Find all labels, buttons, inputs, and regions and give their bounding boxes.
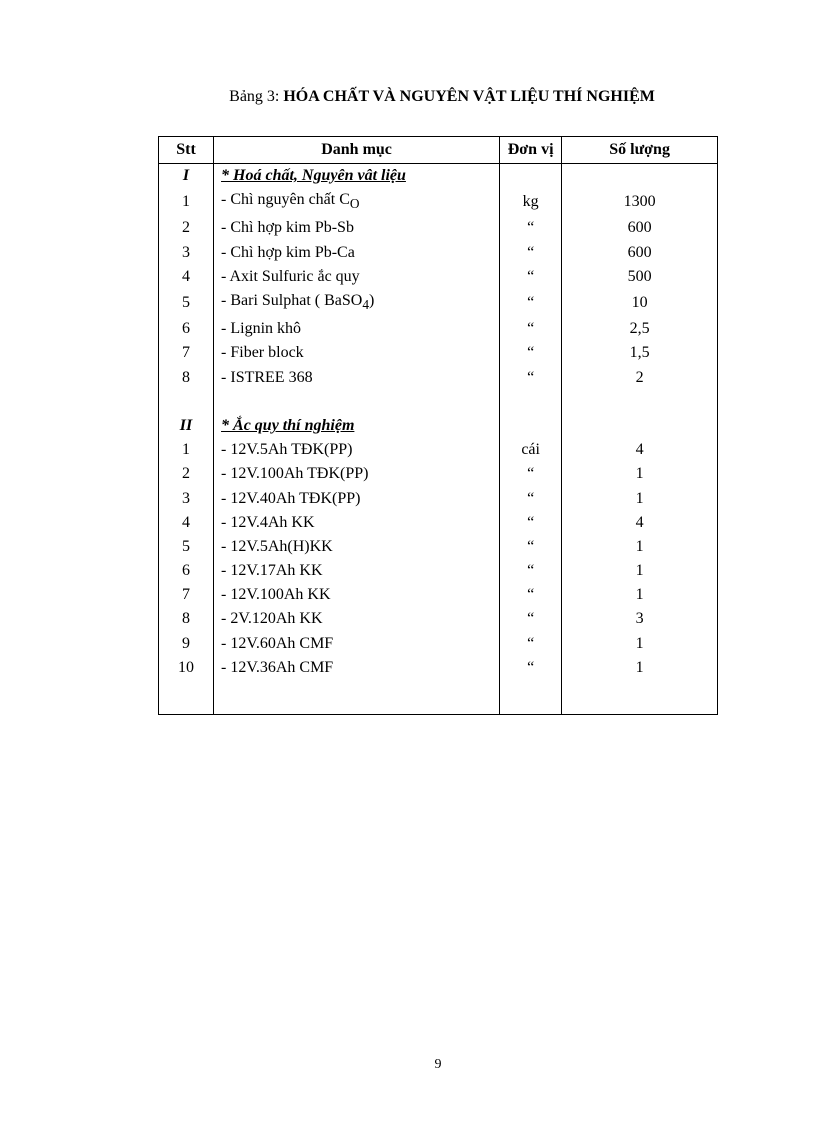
spacer-cell (159, 390, 214, 414)
row-qty: 1 (562, 583, 718, 607)
table-row (159, 632, 718, 656)
row-name-text: - Bari Sulphat ( BaSO (221, 291, 363, 309)
row-stt: 6 (159, 559, 214, 583)
table-row (159, 289, 718, 317)
row-stt: 7 (159, 583, 214, 607)
table-row (159, 366, 718, 390)
row-name (214, 265, 500, 289)
row-name-text: - 12V.4Ah KK (221, 513, 315, 531)
row-qty: 1300 (562, 188, 718, 216)
table-row (159, 583, 718, 607)
row-unit: “ (500, 289, 562, 317)
section-row (159, 164, 718, 189)
row-unit: “ (500, 486, 562, 510)
row-name-subscript: O (349, 196, 360, 212)
row-qty: 4 (562, 511, 718, 535)
row-stt: 10 (159, 656, 214, 680)
row-stt: 1 (159, 188, 214, 216)
table-row (159, 241, 718, 265)
padding-cell (214, 680, 500, 715)
row-stt: 1 (159, 438, 214, 462)
spacer-cell (562, 390, 718, 414)
row-unit: “ (500, 656, 562, 680)
row-name (214, 486, 500, 510)
row-name-text: - Axit Sulfuric ắc quy (221, 267, 360, 285)
row-stt: 9 (159, 632, 214, 656)
row-unit: “ (500, 317, 562, 341)
caption-title: HÓA CHẤT VÀ NGUYÊN VẬT LIỆU THÍ NGHIỆM (283, 88, 655, 105)
row-name (214, 511, 500, 535)
row-stt: 4 (159, 265, 214, 289)
row-name (214, 462, 500, 486)
row-unit: “ (500, 265, 562, 289)
row-name-text: - 12V.100Ah TĐK(PP) (221, 465, 369, 483)
table-row (159, 317, 718, 341)
row-stt: 4 (159, 511, 214, 535)
row-name (214, 583, 500, 607)
row-name-text: - Chì hợp kim Pb-Ca (221, 243, 355, 261)
table-row (159, 438, 718, 462)
row-unit: “ (500, 511, 562, 535)
header-unit: Đơn vị (500, 137, 562, 164)
row-unit: “ (500, 632, 562, 656)
row-unit: “ (500, 607, 562, 631)
row-name-subscript: 4 (362, 297, 370, 313)
row-qty: 600 (562, 216, 718, 240)
row-stt: 7 (159, 341, 214, 365)
row-name (214, 241, 500, 265)
table-row (159, 607, 718, 631)
row-qty: 500 (562, 265, 718, 289)
table-caption (34, 88, 816, 106)
table-row (159, 188, 718, 216)
section-unit (500, 414, 562, 438)
row-name (214, 317, 500, 341)
row-name (214, 438, 500, 462)
row-stt: 8 (159, 366, 214, 390)
row-qty: 1 (562, 462, 718, 486)
row-name-text: - Chì hợp kim Pb-Sb (221, 219, 354, 237)
row-qty: 3 (562, 607, 718, 631)
row-stt: 3 (159, 241, 214, 265)
table-row (159, 265, 718, 289)
row-name (214, 188, 500, 216)
caption-prefix: Bảng 3: (229, 88, 284, 105)
row-stt: 8 (159, 607, 214, 631)
row-unit: “ (500, 583, 562, 607)
section-title: * Hoá chất, Nguyên vât liệu (214, 164, 500, 189)
table-row (159, 511, 718, 535)
spacer-row (159, 390, 718, 414)
row-stt: 5 (159, 535, 214, 559)
row-name (214, 289, 500, 317)
table-header-row (159, 137, 718, 164)
row-qty: 10 (562, 289, 718, 317)
section-stt: II (159, 414, 214, 438)
table-body (159, 164, 718, 715)
bottom-padding-row (159, 680, 718, 715)
spacer-cell (500, 390, 562, 414)
header-qty: Số lượng (562, 137, 718, 164)
row-name-text: - Fiber block (221, 344, 304, 362)
section-qty (562, 164, 718, 189)
row-name (214, 216, 500, 240)
row-qty: 2,5 (562, 317, 718, 341)
row-unit: “ (500, 241, 562, 265)
row-name (214, 366, 500, 390)
row-name-text: - Chì nguyên chất C (221, 191, 350, 209)
row-stt: 2 (159, 462, 214, 486)
row-qty: 600 (562, 241, 718, 265)
row-name-text: - 12V.60Ah CMF (221, 634, 334, 652)
row-unit: “ (500, 535, 562, 559)
row-unit: “ (500, 559, 562, 583)
row-name-suffix: ) (369, 291, 375, 309)
row-qty: 1 (562, 559, 718, 583)
row-qty: 4 (562, 438, 718, 462)
materials-table (158, 136, 718, 715)
row-name-text: - 2V.120Ah KK (221, 610, 323, 628)
row-stt: 6 (159, 317, 214, 341)
header-stt: Stt (159, 137, 214, 164)
row-unit: kg (500, 188, 562, 216)
section-row (159, 414, 718, 438)
row-name-text: - 12V.100Ah KK (221, 586, 331, 604)
table-row (159, 656, 718, 680)
table-row (159, 535, 718, 559)
row-name (214, 607, 500, 631)
row-unit: “ (500, 462, 562, 486)
row-name-text: - ISTREE 368 (221, 368, 313, 386)
padding-cell (159, 680, 214, 715)
row-name-text: - 12V.40Ah TĐK(PP) (221, 489, 361, 507)
table-row (159, 341, 718, 365)
page-number: 9 (434, 1057, 442, 1072)
row-qty: 1 (562, 535, 718, 559)
row-name (214, 559, 500, 583)
row-name-text: - Lignin khô (221, 320, 302, 338)
section-stt: I (159, 164, 214, 189)
section-qty (562, 414, 718, 438)
row-stt: 5 (159, 289, 214, 317)
row-qty: 1 (562, 632, 718, 656)
row-unit: cái (500, 438, 562, 462)
header-name: Danh mục (214, 137, 500, 164)
row-qty: 1 (562, 486, 718, 510)
row-unit: “ (500, 216, 562, 240)
row-name (214, 535, 500, 559)
row-name (214, 341, 500, 365)
row-unit: “ (500, 341, 562, 365)
row-name-text: - 12V.17Ah KK (221, 562, 323, 580)
row-qty: 1 (562, 656, 718, 680)
table-row (159, 462, 718, 486)
row-stt: 3 (159, 486, 214, 510)
table-row (159, 559, 718, 583)
padding-cell (500, 680, 562, 715)
padding-cell (562, 680, 718, 715)
table-row (159, 216, 718, 240)
table-row (159, 486, 718, 510)
row-name (214, 656, 500, 680)
spacer-cell (214, 390, 500, 414)
section-unit (500, 164, 562, 189)
row-unit: “ (500, 366, 562, 390)
row-qty: 2 (562, 366, 718, 390)
row-name-text: - 12V.5Ah TĐK(PP) (221, 441, 353, 459)
row-name-text: - 12V.5Ah(H)KK (221, 537, 333, 555)
section-title: * Ắc quy thí nghiệm (214, 414, 500, 438)
row-stt: 2 (159, 216, 214, 240)
row-name (214, 632, 500, 656)
row-qty: 1,5 (562, 341, 718, 365)
row-name-text: - 12V.36Ah CMF (221, 658, 334, 676)
